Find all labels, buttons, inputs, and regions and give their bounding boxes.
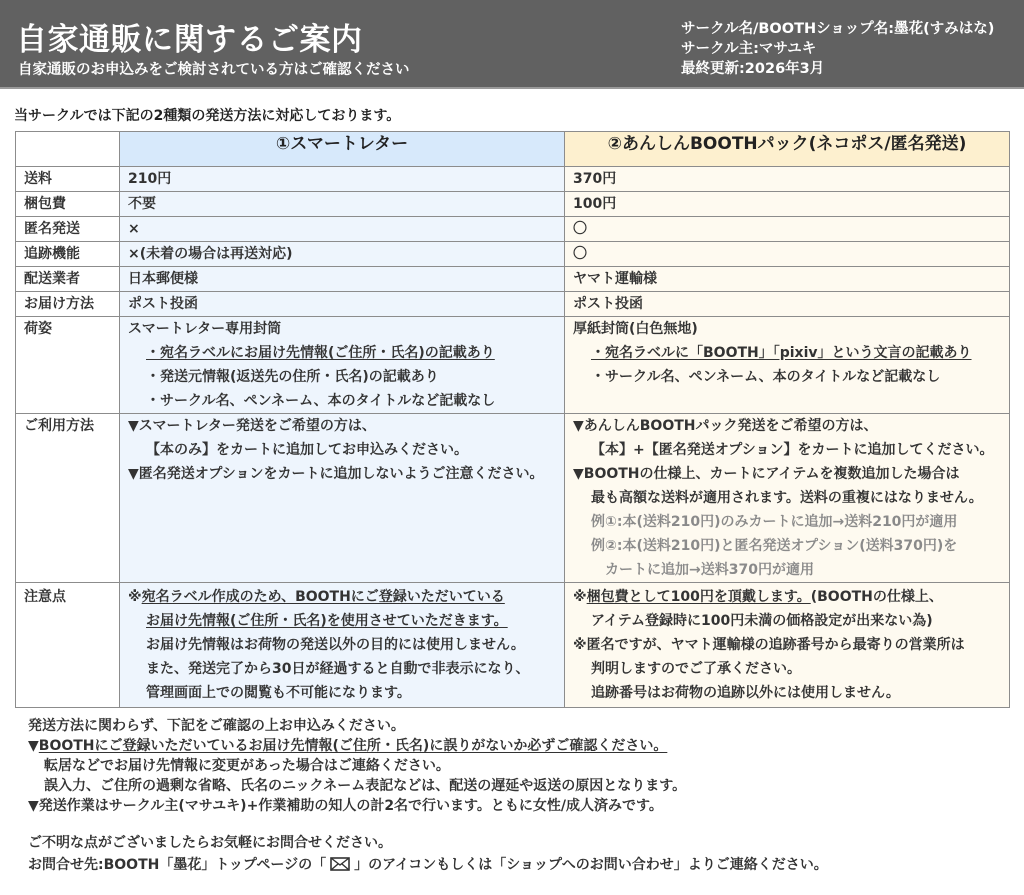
- mail-icon: [330, 857, 350, 871]
- header-blank: [16, 132, 120, 167]
- row-label: 匿名発送: [16, 217, 120, 242]
- usage-line: 【本】+【匿名発送オプション】をカートに追加してください。: [591, 442, 994, 458]
- cell-booth-pack: [565, 414, 1010, 583]
- row-label: 荷姿: [16, 317, 120, 414]
- header-anshin-booth-pack: ②あんしんBOOTHパック(ネコポス/匿名発送): [565, 132, 1010, 167]
- packaging-line: ・宛名ラベルに「BOOTH」「pixiv」という文言の記載あり: [591, 345, 972, 361]
- note-line: 宛名ラベル作成のため、BOOTHにご登録いただいている: [141, 589, 505, 605]
- page-subtitle: 自家通販のお申込みをご検討されている方はご確認ください: [18, 62, 410, 78]
- packaging-line: ・宛名ラベルにお届け先情報(ご住所・氏名)の記載あり: [146, 345, 495, 361]
- table-row: [16, 242, 1010, 267]
- cell-smart-letter: 不要: [120, 192, 565, 217]
- usage-line: ▼スマートレター発送をご希望の方は、: [128, 418, 376, 434]
- footer-line: 転居などでお届け先情報に変更があった場合はご連絡ください。: [44, 758, 450, 774]
- row-label: 追跡機能: [16, 242, 120, 267]
- packaging-line: ・発送元情報(返送先の住所・氏名)の記載あり: [146, 369, 439, 385]
- contact-text: 」のアイコンもしくは「ショップへのお問い合わせ」よりご連絡ください。: [354, 857, 828, 873]
- footer-line: 誤入力、ご住所の過剰な省略、氏名のニックネーム表記などは、配送の遅延や返送の原因となります。: [44, 778, 687, 794]
- table-row: [16, 217, 1010, 242]
- cell-booth-pack: [565, 317, 1010, 414]
- note-line: お届け先情報(ご住所・氏名)を使用させていただきます。: [146, 613, 508, 629]
- cell-booth-pack: 370円: [565, 167, 1010, 192]
- usage-line: 【本のみ】をカートに追加してお申込みください。: [146, 442, 468, 458]
- intro-text: 当サークルでは下記の2種類の発送方法に対応しております。: [14, 108, 401, 124]
- cell-booth-pack: ヤマト運輸様: [565, 267, 1010, 292]
- footer-line: 発送方法に関わらず、下記をご確認の上お申込みください。: [28, 718, 405, 734]
- contact-text: お問合せ先:BOOTH「墨花」トップページの「: [28, 857, 327, 873]
- page-title: 自家通販に関するご案内: [16, 22, 363, 58]
- cell-smart-letter: [120, 414, 565, 583]
- note-line: アイテム登録時に100円未満の価格設定が出来ない為): [591, 613, 933, 629]
- cell-smart-letter: 210円: [120, 167, 565, 192]
- table-row: [16, 192, 1010, 217]
- circle-owner: サークル主:マサユキ: [681, 41, 817, 57]
- row-label: 梱包費: [16, 192, 120, 217]
- circle-name: サークル名/BOOTHショップ名:墨花(すみはな): [681, 21, 995, 37]
- note-mark: ※: [573, 589, 587, 605]
- header-smart-letter: ①スマートレター: [120, 132, 565, 167]
- usage-example: 例①:本(送料210円)のみカートに追加→送料210円が適用: [591, 514, 958, 530]
- table-row: [16, 292, 1010, 317]
- cell-smart-letter: ×(未着の場合は再送対応): [120, 242, 565, 267]
- row-label: ご利用方法: [16, 414, 120, 583]
- cell-booth-pack: 〇: [565, 217, 1010, 242]
- cell-smart-letter: 日本郵便様: [120, 267, 565, 292]
- packaging-line: 厚紙封筒(白色無地): [573, 321, 698, 337]
- note-line: 判明しますのでご了承ください。: [591, 661, 801, 677]
- bullet-triangle: ▼: [28, 738, 39, 754]
- packaging-line: ・サークル名、ペンネーム、本のタイトルなど記載なし: [591, 369, 941, 385]
- footer-line: ▼発送作業はサークル主(マサユキ)+作業補助の知人の計2名で行います。ともに女性/成人済みです。: [28, 798, 663, 814]
- note-line: (BOOTHの仕様上、: [810, 589, 943, 605]
- table-row: [16, 267, 1010, 292]
- note-line: 管理画面上での閲覧も不可能になります。: [146, 685, 411, 701]
- shipping-comparison-table: [15, 131, 1010, 708]
- contact-details: [28, 854, 828, 876]
- note-line: 追跡番号はお荷物の追跡以外には使用しません。: [591, 685, 900, 701]
- note-line: ※匿名ですが、ヤマト運輸様の追跡番号から最寄りの営業所は: [573, 637, 965, 653]
- packaging-line: スマートレター専用封筒: [128, 321, 282, 337]
- usage-line: 最も高額な送料が適用されます。送料の重複にはなりません。: [591, 490, 983, 506]
- cell-smart-letter: ポスト投函: [120, 292, 565, 317]
- table-row: [16, 167, 1010, 192]
- cell-booth-pack: ポスト投函: [565, 292, 1010, 317]
- row-label: 注意点: [16, 583, 120, 708]
- cell-smart-letter: [120, 317, 565, 414]
- note-mark: ※: [128, 589, 142, 605]
- contact-intro: ご不明な点がございましたらお気軽にお問合せください。: [28, 835, 392, 851]
- packaging-line: ・サークル名、ペンネーム、本のタイトルなど記載なし: [146, 393, 496, 409]
- usage-line: ▼BOOTHの仕様上、カートにアイテムを複数追加した場合は: [573, 466, 960, 482]
- cell-booth-pack: 〇: [565, 242, 1010, 267]
- footer-line: [28, 736, 686, 756]
- table-row-packaging: [16, 317, 1010, 414]
- cell-smart-letter: [120, 583, 565, 708]
- usage-example: カートに追加→送料370円が適用: [605, 562, 814, 578]
- circle-info: [681, 19, 994, 79]
- usage-example: 例②:本(送料210円)と匿名発送オプション(送料370円)を: [591, 538, 958, 554]
- row-label: 送料: [16, 167, 120, 192]
- footer-notes: [28, 716, 686, 816]
- cell-smart-letter: ×: [120, 217, 565, 242]
- table-row-notes: [16, 583, 1010, 708]
- contact-section: [28, 832, 828, 876]
- row-label: お届け方法: [16, 292, 120, 317]
- table-row-usage: [16, 414, 1010, 583]
- last-updated: 最終更新:2026年3月: [681, 61, 825, 77]
- cell-booth-pack: [565, 583, 1010, 708]
- note-line: 梱包費として100円を頂戴します。: [586, 589, 811, 605]
- cell-booth-pack: 100円: [565, 192, 1010, 217]
- usage-line: ▼あんしんBOOTHパック発送をご希望の方は、: [573, 418, 878, 434]
- usage-line: ▼匿名発送オプションをカートに追加しないようご注意ください。: [128, 466, 544, 482]
- table-header-row: [16, 132, 1010, 167]
- footer-line-important: BOOTHにご登録いただいているお届け先情報(ご住所・氏名)に誤りがないか必ずご確認ください。: [38, 738, 668, 754]
- row-label: 配送業者: [16, 267, 120, 292]
- header-banner: [0, 0, 1024, 89]
- note-line: お届け先情報はお荷物の発送以外の目的には使用しません。: [146, 637, 525, 653]
- note-line: また、発送完了から30日が経過すると自動で非表示になり、: [146, 661, 530, 677]
